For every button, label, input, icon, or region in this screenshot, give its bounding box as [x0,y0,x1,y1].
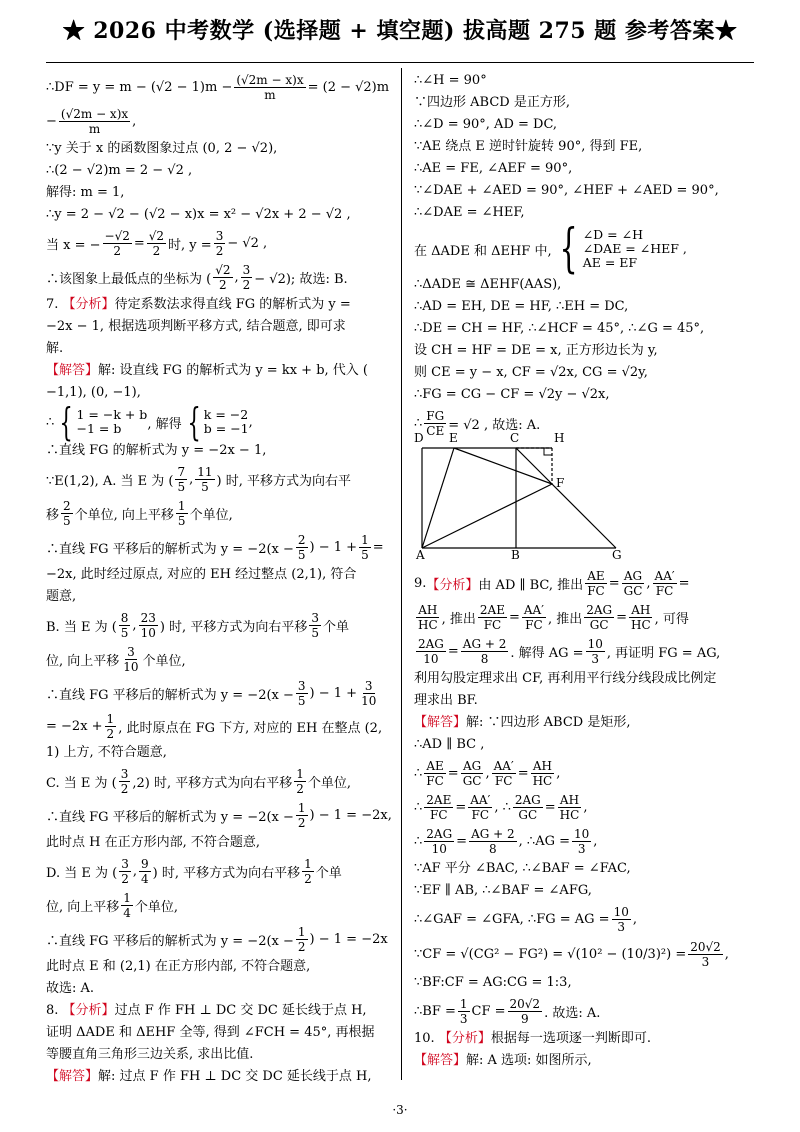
fraction: $\frac{1}{5}$ [177,498,186,528]
fraction: $\frac{23}{10}$ [140,610,156,640]
square-trapezoid-diagram [414,440,634,562]
q7-option-d: D. 当 E 为 ( $\frac{3}{2}$ , $\frac{9}{4}$ ) 时, 平移方式为向右平移 $\frac{1}{2}$ 个单 [46,856,342,886]
segment-af [422,484,552,548]
left-line-7: 当 x = − $\frac{-√2}{2}$ = $\frac{√2}{2}$ 时, y = $\frac{3}{2}$ − √2 , [46,228,268,258]
q8-solution: 【解答】解: 过点 F 作 FH ⊥ DC 交 DC 延长线于点 H, [46,1069,372,1084]
fraction: $\frac{2AG}{GC}$ [586,602,613,632]
label-b: B [511,548,520,562]
q7-line-6: ∴ { 1 = −k + b −1 = b , 解得 { k = −2 b = −1 , [46,400,253,444]
q10-analysis: 10. 【分析】根据每一选项逐一判断即可. [414,1031,651,1046]
q7-line-3: 解. [46,341,64,356]
fraction: $\frac{3}{10}$ [123,644,139,674]
q9-line-3: $\frac{2AG}{10}$ = $\frac{AG + 2}{8}$ . 解得 AG = $\frac{10}{3}$ , 再证明 FG = AG, [418,636,721,666]
q8-line-r9: ∴ΔADE ≅ ΔEHF(AAS), [414,277,562,292]
fraction: $\frac{AA'}{FC}$ [654,568,675,598]
q7-line-12: 题意, [46,589,77,604]
q7-line-9: 移 $\frac{2}{5}$ 个单位, 向上平移 $\frac{1}{5}$ 个单位, [46,498,233,528]
fraction: $\frac{√2}{2}$ [148,228,165,258]
q8-line-r8: 在 ΔADE 和 ΔEHF 中, { ∠D = ∠H ∠DAE = ∠HEF , AE = EF [414,219,687,279]
fraction: $\frac{9}{4}$ [140,856,149,886]
fraction: $\frac{AG + 2}{8}$ [462,636,507,666]
q7-option-b: B. 当 E 为 ( $\frac{8}{5}$ , $\frac{23}{10}$ ) 时, 平移方式为向右平移 $\frac{3}{5}$ 个单 [46,610,349,640]
solution-tag: 【解答】 [46,363,99,378]
header-rule [46,62,754,63]
fraction: $\frac{2AG}{GC}$ [514,792,541,822]
q7-analysis: 7. 【分析】待定系数法求得直线 FG 的解析式为 y = [46,297,351,312]
q8-line-r1: ∴∠H = 90° [414,73,487,88]
fraction: $\frac{10}{3}$ [613,904,629,934]
fraction: $\frac{AE}{FC}$ [426,758,444,788]
q7-solution: 【解答】解: 设直线 FG 的解析式为 y = kx + b, 代入 ( [46,363,368,378]
q8-line-r13: 则 CE = y − x, CF = √2x, CG = √2y, [414,365,648,380]
fraction: $\frac{1}{2}$ [296,766,304,796]
fraction: $\frac{2}{5}$ [63,498,71,528]
fraction: $\frac{1}{4}$ [123,890,131,920]
q8-line-r3: ∴∠D = 90°, AD = DC, [414,117,558,132]
q7-answer: 故选: A. [46,981,95,996]
q7-line-16: = −2x + $\frac{1}{2}$ , 此时原点在 FG 下方, 对应的 EH 在整点 (2, [46,711,383,741]
q7-line-14: 位, 向上平移 $\frac{3}{10}$ 个单位, [46,644,186,674]
q9-line-9: ∴ $\frac{2AE}{FC}$ = $\frac{AA'}{FC}$ , ∴ $\frac{2AG}{GC}$ = $\frac{AH}{HC}$ , [414,792,588,822]
q9-line-8: ∴ $\frac{AE}{FC}$ = $\frac{AG}{GC}$ , $\frac{AA'}{FC}$ = $\frac{AH}{HC}$ , [414,758,561,788]
fraction: $\frac{AH}{HC}$ [631,602,651,632]
q8-line-r14: ∴FG = CG − CF = √2y − √2x, [414,387,610,402]
fraction: $\frac{AA'}{FC}$ [493,758,514,788]
analysis-tag: 【分析】 [426,577,479,593]
fraction: $\frac{20√2}{9}$ [509,996,541,1026]
segment-ae [422,448,454,548]
label-g: G [612,548,622,562]
q8-line-r12: 设 CH = HF = DE = x, 正方形边长为 y, [414,343,658,358]
page-number: ·3· [392,1103,408,1117]
q9-analysis: 9. 【分析】 由 AD ∥ BC, 推出 $\frac{AE}{FC}$ = $\frac{AG}{GC}$ , $\frac{AA'}{FC}$ = [414,568,690,598]
left-line-6: ∴y = 2 − √2 − (√2 − x)x = x² − √2x + 2 − √2 , [46,207,351,222]
fraction: $\frac{2AE}{FC}$ [479,602,505,632]
q8-line-r10: ∴AD = EH, DE = HF, ∴EH = DC, [414,299,629,314]
analysis-tag: 【分析】 [62,297,115,312]
fraction: $\frac{8}{5}$ [120,610,129,640]
fraction: $\frac{AH}{HC}$ [532,758,553,788]
label-a: A [416,548,425,562]
fraction: $\frac{1}{5}$ [361,532,369,562]
q7-line-24: 此时点 E 和 (2,1) 在正方形内部, 不符合题意, [46,959,311,974]
fraction: $\frac{FG}{CE}$ [426,408,445,438]
fraction: $\frac{1}{2}$ [297,924,306,954]
q9-line-5: 理求出 BF. [414,693,478,708]
q9-line-12: ∵EF ∥ AB, ∴∠BAF = ∠AFG, [414,883,592,898]
left-line-1: ∴DF = y = m − (√2 − 1)m − $\frac{(√2m - x)x}{m}$ = (2 − √2)m [46,72,390,102]
q8-analysis: 8. 【分析】过点 F 作 FH ⊥ DC 交 DC 延长线于点 H, [46,1003,367,1018]
q7-line-23: ∴直线 FG 平移后的解析式为 y = −2(x − $\frac{1}{2}$ ) − 1 = −2x [46,924,388,954]
analysis-tag: 【分析】 [62,1003,115,1018]
left-line-4: ∴(2 − √2)m = 2 − √2 , [46,163,193,178]
q9-line-4: 利用勾股定理求出 CF, 再利用平行线分线段成比例定 [414,671,717,686]
q9-line-7: ∴AD ∥ BC , [414,737,485,752]
fraction: $\frac{20√2}{3}$ [690,939,721,969]
fraction: $\frac{10}{3}$ [587,636,603,666]
q7-line-7: ∴直线 FG 的解析式为 y = −2x − 1, [46,443,267,458]
q8-line-2: 证明 ΔADE 和 ΔEHF 全等, 得到 ∠FCH = 45°, 再根据 [46,1025,375,1040]
fraction: $\frac{AA'}{FC}$ [470,792,491,822]
fraction: $\frac{(√2m - x)x}{m}$ [60,106,129,136]
q8-line-r2: ∵四边形 ABCD 是正方形, [414,95,570,110]
q7-line-8: ∵E(1,2), A. 当 E 为 ( $\frac{7}{5}$ , $\frac{11}{5}$ ) 时, 平移方式为向右平 [46,464,352,494]
solution-tag: 【解答】 [414,715,467,730]
fraction: $\frac{1}{2}$ [297,800,306,830]
fraction: $\frac{11}{5}$ [197,464,213,494]
fraction: $\frac{AG}{GC}$ [623,568,643,598]
q8-line-r5: ∴AE = FE, ∠AEF = 90°, [414,161,573,176]
fraction: $\frac{(√2m - x)x}{m}$ [236,72,304,102]
q8-line-r4: ∵AE 绕点 E 逆时针旋转 90°, 得到 FE, [414,139,643,154]
fraction: $\frac{3}{2}$ [121,856,129,886]
fraction: $\frac{√2}{2}$ [215,262,231,292]
fraction: $\frac{1}{3}$ [459,996,468,1026]
q8-line-r6: ∵∠DAE + ∠AED = 90°, ∠HEF + ∠AED = 90°, [414,183,719,198]
fraction: $\frac{2AG}{10}$ [426,826,453,856]
fraction: $\frac{AA'}{FC}$ [523,602,544,632]
segment-ef [454,448,552,484]
label-h: H [554,431,565,445]
q9-line-11: ∵AF 平分 ∠BAC, ∴∠BAF = ∠FAC, [414,861,631,876]
q7-line-19: ∴直线 FG 平移后的解析式为 y = −2(x − $\frac{1}{2}$ ) − 1 = −2x, [46,800,392,830]
fraction: $\frac{2AE}{FC}$ [426,792,452,822]
fraction: $\frac{1}{2}$ [304,856,312,886]
q9-line-13: ∴∠GAF = ∠GFA, ∴FG = AG = $\frac{10}{3}$ , [414,904,637,934]
q7-line-22: 位, 向上平移 $\frac{1}{4}$ 个单位, [46,890,179,920]
left-line-5: 解得: m = 1, [46,185,125,200]
fraction: $\frac{AH}{HC}$ [418,602,438,632]
q7-option-c: C. 当 E 为 ( $\frac{3}{2}$ ,2) 时, 平移方式为向右平移 $\frac{1}{2}$ 个单位, [46,766,352,796]
q9-line-15: ∵BF:CF = AG:CG = 1:3, [414,975,572,990]
fraction: $\frac{-√2}{2}$ [104,228,130,258]
fraction: $\frac{3}{2}$ [242,262,251,292]
fraction: $\frac{10}{3}$ [574,826,590,856]
fraction: $\frac{AH}{HC}$ [559,792,580,822]
equation-system: { ∠D = ∠H ∠DAE = ∠HEF , AE = EF [559,219,687,279]
analysis-tag: 【分析】 [438,1031,491,1046]
q8-line-r15: ∴ $\frac{FG}{CE}$ = √2 , 故选: A. [414,408,541,438]
q7-line-2: −2x − 1, 根据选项判断平移方式, 结合题意, 即可求 [46,319,346,334]
q9-line-2: $\frac{AH}{HC}$ , 推出 $\frac{2AE}{FC}$ = $\frac{AA'}{FC}$ , 推出 $\frac{2AG}{GC}$ = $\frac{AH}{HC}$ , 可得 [418,602,689,632]
left-column [46,70,394,1088]
label-c: C [510,431,520,445]
fraction: $\frac{3}{5}$ [311,610,319,640]
fraction: $\frac{2AG}{10}$ [418,636,444,666]
fraction: $\frac{AG}{GC}$ [462,758,482,788]
fraction: $\frac{7}{5}$ [177,464,186,494]
fraction: $\frac{AE}{FC}$ [587,568,605,598]
fraction: $\frac{3}{2}$ [120,766,129,796]
label-f: F [556,476,565,490]
left-line-2: − $\frac{(√2m - x)x}{m}$ , [46,106,137,136]
fraction: $\frac{2}{5}$ [297,532,306,562]
fraction: $\frac{AG + 2}{8}$ [471,826,515,856]
label-d: D [414,431,424,445]
equation-system: { k = −2 b = −1 [187,400,249,444]
q9-line-14: ∵CF = √(CG² − FG²) = √(10² − (10/3)²) = $\frac{20√2}{3}$ , [414,939,729,969]
fraction: $\frac{3}{2}$ [215,228,224,258]
fraction: $\frac{3}{10}$ [361,678,377,708]
left-line-3: ∵y 关于 x 的函数图象过点 (0, 2 − √2), [46,141,278,156]
q7-line-20: 此时点 H 在正方形内部, 不符合题意, [46,835,260,850]
q7-line-15: ∴直线 FG 平移后的解析式为 y = −2(x − $\frac{3}{5}$ ) − 1 + $\frac{3}{10}$ [46,678,377,708]
q7-line-10: ∴直线 FG 平移后的解析式为 y = −2(x − $\frac{2}{5}$ ) − 1 + $\frac{1}{5}$ = [46,532,384,562]
right-angle-mark [544,448,552,455]
label-e: E [449,431,458,445]
right-column [414,70,756,1072]
q8-line-3: 等腰直角三角形三边关系, 求出比值. [46,1047,254,1062]
q8-line-r11: ∴DE = CH = HF, ∴∠HCF = 45°, ∴∠G = 45°, [414,321,705,336]
q7-line-11: −2x, 此时经过原点, 对应的 EH 经过整点 (2,1), 符合 [46,567,357,582]
solution-tag: 【解答】 [414,1053,467,1068]
fraction: $\frac{3}{5}$ [297,678,306,708]
segment-cg [516,448,616,548]
q9-line-10: ∴ $\frac{2AG}{10}$ = $\frac{AG + 2}{8}$ , ∴AG = $\frac{10}{3}$ , [414,826,598,856]
solution-tag: 【解答】 [46,1069,99,1084]
q8-line-r7: ∴∠DAE = ∠HEF, [414,205,525,220]
fraction: $\frac{1}{2}$ [106,711,115,741]
q9-solution: 【解答】解: ∵四边形 ABCD 是矩形, [414,715,631,730]
left-line-8: ∴该图象上最低点的坐标为 ( $\frac{√2}{2}$ , $\frac{3}{2}$ − √2); 故选: B. [46,262,348,292]
page-header: ★ 2026 中考数学 (选择题 + 填空题) 拔高题 275 题 参考答案★ [62,18,738,44]
q7-line-17: 1) 上方, 不符合题意, [46,745,167,760]
q7-line-5: −1,1), (0, −1), [46,385,141,400]
equation-system: { 1 = −k + b −1 = b [59,400,148,444]
column-divider [401,68,402,1080]
q9-line-16: ∴BF = $\frac{1}{3}$ CF = $\frac{20√2}{9}$ . 故选: A. [414,996,601,1026]
q10-solution: 【解答】解: A 选项: 如图所示, [414,1053,592,1068]
geometry-figure [414,431,634,562]
